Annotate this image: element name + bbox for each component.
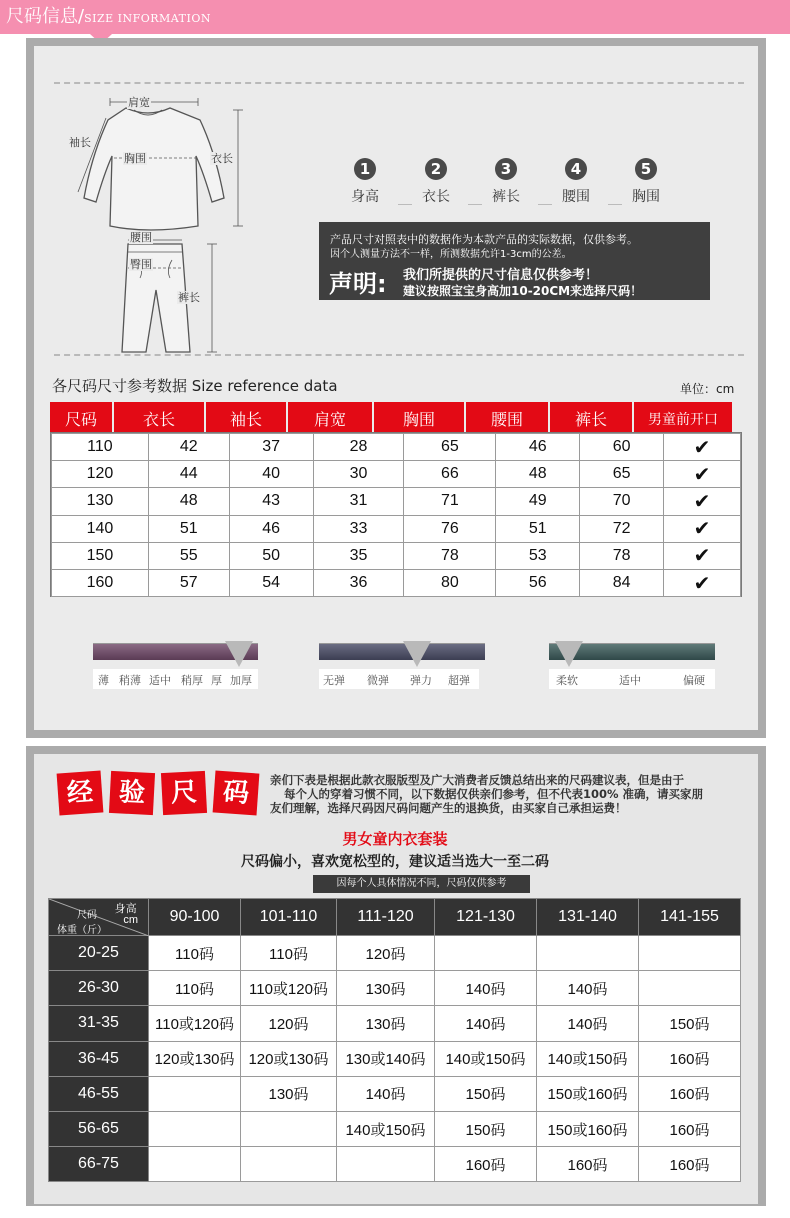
- weight-row-header: 66-75: [49, 1147, 149, 1182]
- rec-table-cell: 140码: [537, 1006, 639, 1041]
- step-number: 5: [635, 158, 657, 180]
- step-1: [335, 158, 395, 206]
- rec-table-cell: [639, 936, 741, 971]
- size-table-cell: 60: [580, 434, 664, 461]
- size-table-cell: 130: [52, 488, 149, 515]
- rec-table-cell: 160码: [639, 1147, 741, 1182]
- rec-table-cell: 140码: [537, 971, 639, 1006]
- rec-table-cell: 160码: [435, 1147, 537, 1182]
- weight-row-header: 31-35: [49, 1006, 149, 1041]
- rec-table-row: [49, 971, 741, 1006]
- rec-table-cell: [149, 1076, 241, 1111]
- size-table-cell: 78: [404, 542, 496, 569]
- col-header: 腰围: [466, 402, 550, 435]
- size-table-cell: 33: [313, 515, 404, 542]
- rec-table-row: [49, 1006, 741, 1041]
- reference-note: 因每个人具体情况不同，尺码仅供参考: [313, 875, 530, 893]
- step-label: 衣长: [422, 189, 450, 205]
- rec-table-cell: [241, 1147, 337, 1182]
- size-table-cell: 66: [404, 461, 496, 488]
- size-table-cell: 76: [404, 515, 496, 542]
- size-info-panel-inner: [34, 46, 758, 730]
- weight-row-header: 20-25: [49, 936, 149, 971]
- size-table-cell: 46: [229, 515, 313, 542]
- size-table-cell: 42: [148, 434, 229, 461]
- experience-intro: [270, 773, 740, 815]
- rec-table-cell: 120码: [337, 936, 435, 971]
- col-header: 肩宽: [288, 402, 374, 435]
- thickness-label: 适中: [149, 674, 171, 687]
- rec-table-cell: 110码: [149, 936, 241, 971]
- step-number: 4: [565, 158, 587, 180]
- size-table-cell: 49: [496, 488, 580, 515]
- size-table-cell: 57: [148, 569, 229, 596]
- label-sleeve: 袖长: [69, 136, 91, 149]
- size-table-cell: 72: [580, 515, 664, 542]
- rec-table-cell: [337, 1147, 435, 1182]
- corner-height: [113, 904, 138, 926]
- rec-table-cell: 130码: [241, 1076, 337, 1111]
- step-label: 胸围: [632, 189, 660, 205]
- size-table-cell: 51: [148, 515, 229, 542]
- softness-label: 适中: [619, 674, 641, 687]
- step-number: 3: [495, 158, 517, 180]
- size-table-cell: 54: [229, 569, 313, 596]
- size-table-cell: 31: [313, 488, 404, 515]
- corner-size: 尺码: [77, 910, 97, 921]
- rec-table-cell: 130码: [337, 971, 435, 1006]
- rec-table-cell: 110或120码: [149, 1006, 241, 1041]
- rec-table-cell: 130或140码: [337, 1041, 435, 1076]
- size-table-cell: 56: [496, 569, 580, 596]
- height-column-header: 141-155: [639, 899, 741, 936]
- rec-table-cell: 120或130码: [241, 1041, 337, 1076]
- corner-height-unit: cm: [123, 914, 138, 926]
- check-icon: ✔: [664, 434, 741, 461]
- elasticity-label: 微弹: [367, 674, 389, 687]
- thickness-label: 加厚: [230, 674, 252, 687]
- rec-table-row: [49, 1147, 741, 1182]
- height-column-header: 131-140: [537, 899, 639, 936]
- size-table-cell: 36: [313, 569, 404, 596]
- rec-table-cell: [639, 971, 741, 1006]
- check-icon: ✔: [664, 542, 741, 569]
- step-2: [406, 158, 466, 206]
- elasticity-label: 弹力: [410, 674, 432, 687]
- intro-line: 友们理解，选择尺码因尺码问题产生的退换货，由买家自己承担运费！: [270, 801, 627, 815]
- size-table-cell: 48: [148, 488, 229, 515]
- elasticity-bar: [319, 643, 485, 660]
- step-number: 2: [425, 158, 447, 180]
- rec-table-cell: [149, 1147, 241, 1182]
- size-table-cell: 70: [580, 488, 664, 515]
- size-table-row: [52, 542, 741, 569]
- size-table-cell: 46: [496, 434, 580, 461]
- softness-marker: [555, 641, 583, 667]
- rec-table-cell: 150码: [435, 1111, 537, 1146]
- check-icon: ✔: [664, 569, 741, 596]
- rec-table-cell: [241, 1111, 337, 1146]
- rec-table-cell: 150码: [435, 1076, 537, 1111]
- experience-badge: [38, 772, 258, 816]
- size-table-header: [50, 402, 732, 435]
- rec-table-cell: 140或150码: [337, 1111, 435, 1146]
- col-header: 胸围: [374, 402, 466, 435]
- thickness-label: 厚: [211, 674, 222, 687]
- rec-table-corner: [49, 899, 149, 936]
- rec-table-header-row: [49, 899, 741, 936]
- rec-table-row: [49, 1076, 741, 1111]
- header-bar: [0, 0, 790, 34]
- notice-line-3: 我们所提供的尺寸信息仅供参考！: [403, 268, 599, 283]
- corner-weight: 体重（斤）: [57, 925, 107, 936]
- notice-heading: 声明:: [329, 270, 387, 298]
- size-table-cell: 78: [580, 542, 664, 569]
- size-table-cell: 80: [404, 569, 496, 596]
- thickness-label: 稍厚: [181, 674, 203, 687]
- step-label: 腰围: [562, 189, 590, 205]
- size-table-cell: 50: [229, 542, 313, 569]
- rec-table-cell: 140或150码: [537, 1041, 639, 1076]
- badge-char: 码: [213, 771, 260, 816]
- size-table-row: [52, 569, 741, 596]
- softness-label: 偏硬: [683, 674, 705, 687]
- height-column-header: 111-120: [337, 899, 435, 936]
- check-icon: ✔: [664, 515, 741, 542]
- header-title: [6, 5, 211, 31]
- size-table-cell: 48: [496, 461, 580, 488]
- size-table-cell: 35: [313, 542, 404, 569]
- rec-table-cell: 140码: [337, 1076, 435, 1111]
- step-label: 身高: [351, 189, 379, 205]
- size-advice: 尺码偏小，喜欢宽松型的，建议适当选大一至二码: [241, 854, 549, 870]
- step-4: [546, 158, 606, 206]
- rec-table-cell: 140码: [435, 1006, 537, 1041]
- rec-table-cell: 150或160码: [537, 1111, 639, 1146]
- rec-table-cell: [537, 936, 639, 971]
- badge-char: 尺: [161, 771, 207, 815]
- softness-label: 柔软: [556, 674, 578, 687]
- header-title-sep: /: [78, 6, 85, 27]
- size-table-cell: 30: [313, 461, 404, 488]
- size-table-cell: 160: [52, 569, 149, 596]
- weight-row-header: 56-65: [49, 1111, 149, 1146]
- rec-table-cell: 160码: [639, 1076, 741, 1111]
- size-table-cell: 51: [496, 515, 580, 542]
- elasticity-label: 超弹: [448, 674, 470, 687]
- intro-line: 亲们下表是根据此款衣服版型及广大消费者反馈总结出来的尺码建议表，但是由于: [270, 773, 684, 787]
- unit-label: 单位：cm: [680, 382, 735, 396]
- weight-row-header: 36-45: [49, 1041, 149, 1076]
- size-table-cell: 140: [52, 515, 149, 542]
- col-header: 袖长: [206, 402, 288, 435]
- rec-table-row: [49, 936, 741, 971]
- step-number: 1: [354, 158, 376, 180]
- label-chest: 胸围: [124, 152, 146, 165]
- step-5: [616, 158, 676, 206]
- rec-table-cell: 110码: [241, 936, 337, 971]
- rec-table-cell: 140或150码: [435, 1041, 537, 1076]
- check-icon: ✔: [664, 488, 741, 515]
- rec-table-cell: 150码: [639, 1006, 741, 1041]
- badge-char: 验: [109, 771, 155, 815]
- size-table-cell: 110: [52, 434, 149, 461]
- rec-table-cell: 120或130码: [149, 1041, 241, 1076]
- thickness-label: 稍薄: [119, 674, 141, 687]
- size-table-cell: 53: [496, 542, 580, 569]
- rec-table-cell: 120码: [241, 1006, 337, 1041]
- weight-row-header: 46-55: [49, 1076, 149, 1111]
- size-table-cell: 71: [404, 488, 496, 515]
- height-column-header: 101-110: [241, 899, 337, 936]
- step-label: 裤长: [492, 189, 520, 205]
- rec-table-cell: 150或160码: [537, 1076, 639, 1111]
- thickness-marker: [225, 641, 253, 667]
- label-shoulder: 肩宽: [128, 96, 150, 109]
- size-table-row: [52, 434, 741, 461]
- size-info-panel: [26, 38, 766, 738]
- size-table: [50, 432, 742, 597]
- size-table-cell: 84: [580, 569, 664, 596]
- col-header: 男童前开口: [634, 402, 732, 435]
- thickness-label: 薄: [98, 674, 109, 687]
- size-reference-title: 各尺码尺寸参考数据 Size reference data: [52, 377, 338, 395]
- elasticity-label: 无弹: [323, 674, 345, 687]
- size-table-grid: [51, 433, 741, 597]
- intro-line: 每个人的穿着习惯不同，以下数据仅供亲们参考，但不代表100% 准确，请买家朋: [284, 787, 704, 801]
- badge-char: 经: [57, 771, 104, 816]
- elasticity-labels: [319, 669, 479, 689]
- label-waist: 腰围: [130, 231, 152, 244]
- rec-table-row: [49, 1111, 741, 1146]
- weight-row-header: 26-30: [49, 971, 149, 1006]
- elasticity-marker: [403, 641, 431, 667]
- header-title-en: SIZE INFORMATION: [84, 12, 211, 25]
- size-table-cell: 40: [229, 461, 313, 488]
- notice-line-2: 因个人测量方法不一样，所测数据允许1-3cm的公差。: [330, 249, 572, 260]
- rec-table-cell: 160码: [537, 1147, 639, 1182]
- size-table-cell: 43: [229, 488, 313, 515]
- rec-table-cell: 160码: [639, 1041, 741, 1076]
- product-name: 男女童内衣套装: [342, 830, 448, 848]
- thickness-labels: [93, 669, 258, 689]
- size-table-cell: 44: [148, 461, 229, 488]
- rec-table-cell: 110或120码: [241, 971, 337, 1006]
- size-table-cell: 28: [313, 434, 404, 461]
- check-icon: ✔: [664, 461, 741, 488]
- size-table-cell: 37: [229, 434, 313, 461]
- height-column-header: 90-100: [149, 899, 241, 936]
- recommendation-table: [48, 898, 741, 1182]
- rec-table-cell: 130码: [337, 1006, 435, 1041]
- rec-table-cell: 160码: [639, 1111, 741, 1146]
- size-table-row: [52, 461, 741, 488]
- label-length: 衣长: [211, 152, 233, 165]
- col-header: 衣长: [114, 402, 206, 435]
- size-table-row: [52, 488, 741, 515]
- size-table-cell: 65: [580, 461, 664, 488]
- rec-table-cell: 140码: [435, 971, 537, 1006]
- rec-table-row: [49, 1041, 741, 1076]
- rec-table-cell: [149, 1111, 241, 1146]
- label-hip: 臀围: [130, 258, 152, 271]
- size-table-cell: 120: [52, 461, 149, 488]
- step-3: [476, 158, 536, 206]
- rec-table-cell: [435, 936, 537, 971]
- notice-line-1: 产品尺寸对照表中的数据作为本款产品的实际数据，仅供参考。: [330, 233, 638, 246]
- softness-labels: [549, 669, 715, 689]
- height-column-header: 121-130: [435, 899, 537, 936]
- rec-table-cell: 110码: [149, 971, 241, 1006]
- size-table-cell: 65: [404, 434, 496, 461]
- size-table-cell: 150: [52, 542, 149, 569]
- corner-height-label: 身高: [114, 903, 137, 915]
- col-header: 尺码: [50, 402, 114, 435]
- notice-line-4: 建议按照宝宝身高加10-20CM来选择尺码！: [403, 284, 643, 298]
- col-header: 裤长: [550, 402, 634, 435]
- size-table-cell: 55: [148, 542, 229, 569]
- header-title-cn: 尺码信息: [6, 6, 78, 27]
- divider-top: [54, 82, 744, 84]
- notice-box: [319, 222, 710, 300]
- garment-diagram: [48, 94, 278, 356]
- label-pants-length: 裤长: [178, 291, 200, 304]
- size-table-row: [52, 515, 741, 542]
